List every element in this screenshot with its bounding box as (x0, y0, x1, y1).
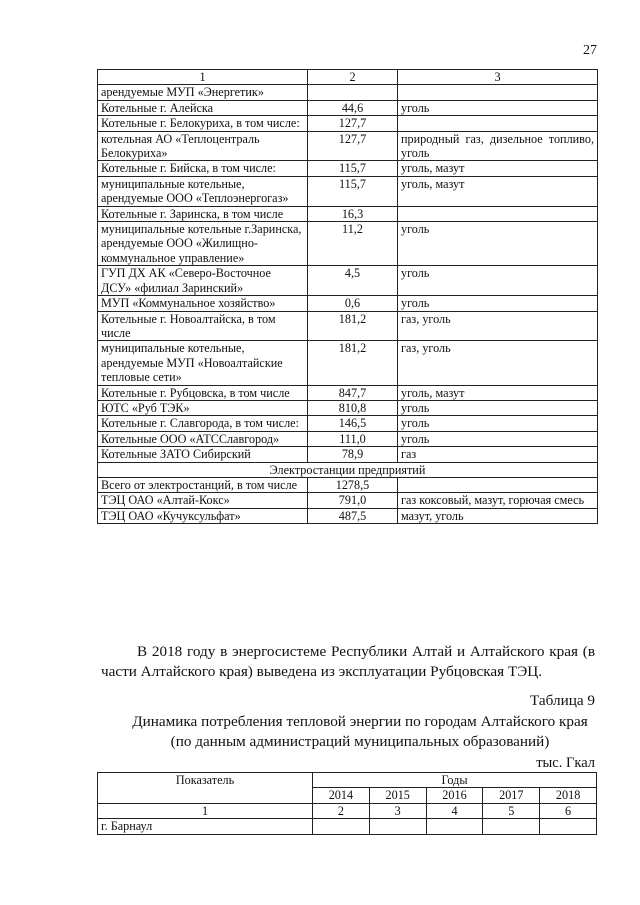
row-value-cell: 4,5 (308, 266, 398, 296)
table-row (98, 296, 598, 311)
row-name-cell: Котельные г. Новоалтайска, в том числе (98, 311, 308, 341)
row-value-cell: 487,5 (308, 508, 398, 523)
row-fuel-cell (398, 477, 598, 492)
row-value-cell: 146,5 (308, 416, 398, 431)
boiler-houses-table (97, 69, 598, 524)
row-fuel-cell: уголь (398, 416, 598, 431)
col-number-cell: 2 (313, 803, 370, 818)
table-row (98, 400, 598, 415)
row-fuel-cell: уголь, мазут (398, 161, 598, 176)
row-name-cell: Котельные г. Бийска, в том числе: (98, 161, 308, 176)
year-cell: 2018 (540, 788, 597, 803)
city-cell: г. Барнаул (98, 819, 313, 834)
header-cell: 3 (398, 70, 598, 85)
table-row (98, 85, 598, 100)
table-row (98, 116, 598, 131)
row-value-cell: 11,2 (308, 222, 398, 266)
row-fuel-cell: уголь (398, 266, 598, 296)
row-name-cell: муниципальные котельные г.Заринска, арендуемые ООО «Жилищно-коммунальное управление» (98, 222, 308, 266)
table-row (98, 266, 598, 296)
header-cell: 1 (98, 70, 308, 85)
row-name-cell: Котельные г. Заринска, в том числе (98, 206, 308, 221)
table-row (98, 508, 598, 523)
table-header-row (98, 70, 598, 85)
table-row (98, 493, 598, 508)
year-cell: 2016 (426, 788, 483, 803)
row-name-cell: Котельные г. Славгорода, в том числе: (98, 416, 308, 431)
row-fuel-cell: уголь (398, 400, 598, 415)
table-row (98, 311, 598, 341)
row-value-cell: 1278,5 (308, 477, 398, 492)
paragraph-text: В 2018 году в энергосистеме Республики Алтай и Алтайского края (в части Алтайского края) выведена из эксплуатации Рубцовская ТЭЦ. (101, 643, 595, 680)
col-number-cell: 1 (98, 803, 313, 818)
col-number-cell: 4 (426, 803, 483, 818)
table-header-row (98, 773, 597, 788)
empty-cell (369, 819, 426, 834)
row-fuel-cell: газ, уголь (398, 341, 598, 385)
row-name-cell: котельная АО «Теплоцентраль Белокуриха» (98, 131, 308, 161)
row-fuel-cell (398, 85, 598, 100)
row-value-cell: 810,8 (308, 400, 398, 415)
table-row (98, 100, 598, 115)
empty-cell (540, 819, 597, 834)
row-name-cell: Всего от электростанций, в том числе (98, 477, 308, 492)
table-row (98, 431, 598, 446)
table-row (98, 161, 598, 176)
table-row (98, 131, 598, 161)
table-label: Таблица 9 (530, 692, 595, 709)
row-value-cell: 115,7 (308, 161, 398, 176)
row-name-cell: муниципальные котельные, арендуемые ООО «Теплоэнергогаз» (98, 176, 308, 206)
row-name-cell: МУП «Коммунальное хозяйство» (98, 296, 308, 311)
row-name-cell: ГУП ДХ АК «Северо-Восточное ДСУ» «филиал Заринский» (98, 266, 308, 296)
row-value-cell: 791,0 (308, 493, 398, 508)
row-fuel-cell: мазут, уголь (398, 508, 598, 523)
table-row (98, 341, 598, 385)
table-row (98, 176, 598, 206)
row-fuel-cell: природный газ, дизельное топливо, уголь (398, 131, 598, 161)
row-name-cell: ТЭЦ ОАО «Алтай-Кокс» (98, 493, 308, 508)
row-fuel-cell: уголь (398, 431, 598, 446)
row-value-cell: 78,9 (308, 447, 398, 462)
table-row (98, 385, 598, 400)
row-fuel-cell: газ коксовый, мазут, горючая смесь (398, 493, 598, 508)
year-cell: 2015 (369, 788, 426, 803)
units-label: тыс. Гкал (536, 755, 595, 771)
row-name-cell: арендуемые МУП «Энергетик» (98, 85, 308, 100)
empty-cell (313, 819, 370, 834)
row-value-cell: 115,7 (308, 176, 398, 206)
table-title-line1: Динамика потребления тепловой энергии по городам Алтайского края (132, 713, 588, 730)
row-value-cell: 127,7 (308, 116, 398, 131)
section-row (98, 462, 598, 477)
col-number-cell: 5 (483, 803, 540, 818)
year-cell: 2014 (313, 788, 370, 803)
section-title: Электростанции предприятий (98, 462, 598, 477)
row-fuel-cell: уголь, мазут (398, 385, 598, 400)
page-number: 27 (583, 43, 597, 58)
column-number-row (98, 803, 597, 818)
col-number-cell: 3 (369, 803, 426, 818)
table-row (98, 477, 598, 492)
row-value-cell: 127,7 (308, 131, 398, 161)
row-fuel-cell: уголь (398, 296, 598, 311)
row-value-cell: 181,2 (308, 311, 398, 341)
row-fuel-cell: газ, уголь (398, 311, 598, 341)
year-cell: 2017 (483, 788, 540, 803)
row-fuel-cell: уголь (398, 100, 598, 115)
row-value-cell: 181,2 (308, 341, 398, 385)
indicator-header: Показатель (98, 773, 313, 804)
row-name-cell: Котельные г. Белокуриха, в том числе: (98, 116, 308, 131)
row-value-cell: 0,6 (308, 296, 398, 311)
row-value-cell: 16,3 (308, 206, 398, 221)
heat-consumption-table (97, 772, 597, 835)
table-row (98, 206, 598, 221)
row-name-cell: Котельные г. Алейска (98, 100, 308, 115)
row-fuel-cell: газ (398, 447, 598, 462)
table-row (98, 416, 598, 431)
header-cell: 2 (308, 70, 398, 85)
row-value-cell: 111,0 (308, 431, 398, 446)
table-row (98, 819, 597, 834)
row-fuel-cell (398, 116, 598, 131)
table-title-line2: (по данным администраций муниципальных образований) (170, 733, 550, 750)
row-name-cell: муниципальные котельные, арендуемые МУП «Новоалтайские тепловые сети» (98, 341, 308, 385)
years-header: Годы (313, 773, 597, 788)
table-row (98, 222, 598, 266)
empty-cell (426, 819, 483, 834)
col-number-cell: 6 (540, 803, 597, 818)
row-fuel-cell: уголь (398, 222, 598, 266)
row-fuel-cell: уголь, мазут (398, 176, 598, 206)
row-name-cell: ТЭЦ ОАО «Кучуксульфат» (98, 508, 308, 523)
row-name-cell: Котельные ЗАТО Сибирский (98, 447, 308, 462)
row-value-cell: 847,7 (308, 385, 398, 400)
table-row (98, 447, 598, 462)
row-name-cell: Котельные г. Рубцовска, в том числе (98, 385, 308, 400)
row-name-cell: Котельные ООО «АТССлавгород» (98, 431, 308, 446)
row-value-cell (308, 85, 398, 100)
empty-cell (483, 819, 540, 834)
row-name-cell: ЮТС «Руб ТЭК» (98, 400, 308, 415)
row-value-cell: 44,6 (308, 100, 398, 115)
row-fuel-cell (398, 206, 598, 221)
